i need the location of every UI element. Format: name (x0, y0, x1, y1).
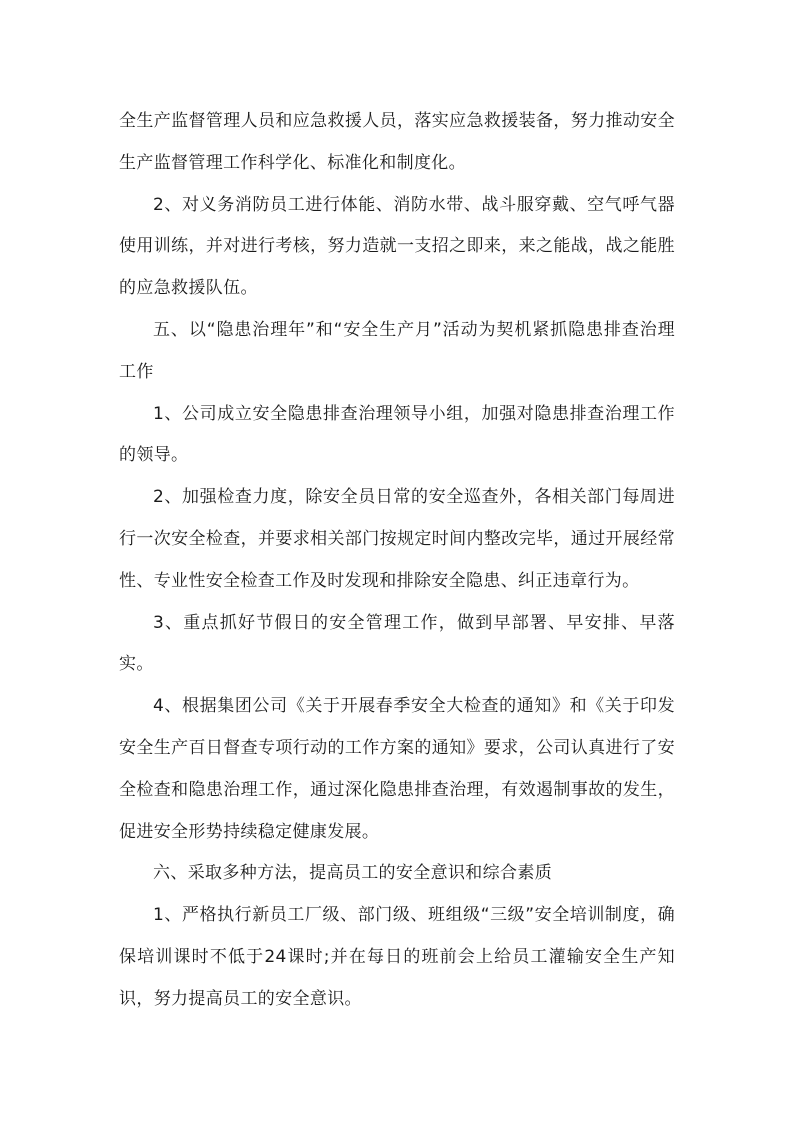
paragraph-item-2-fire-training: 2、对义务消防员工进行体能、消防水带、战斗服穿戴、空气呼气器使用训练，并对进行考核，努力造就一支招之即来，来之能战，战之能胜的应急救援队伍。 (119, 194, 675, 299)
paragraph-continuation: 全生产监督管理人员和应急救援人员，落实应急救援装备，努力推动安全生产监督管理工作科学化、标准化和制度化。 (119, 111, 675, 173)
document-body (119, 101, 675, 1021)
section-heading-5: 五、以“隐患治理年”和“安全生产月”活动为契机紧抓隐患排查治理工作 (119, 319, 675, 382)
paragraph-item-4-group-notice: 4、根据集团公司《关于开展春季安全大检查的通知》和《关于印发安全生产百日督查专项行动的工作方案的通知》要求，公司认真进行了安全检查和隐患治理工作，通过深化隐患排查治理，有效遏制事故的发生，促进安全形势持续稳定健康发展。 (119, 696, 675, 842)
paragraph-item-2-inspection: 2、加强检查力度，除安全员日常的安全巡查外，各相关部门每周进行一次安全检查，并要求相关部门按规定时间内整改完毕，通过开展经常性、专业性安全检查工作及时发现和排除安全隐患、纠正违章行为。 (119, 487, 675, 591)
paragraph-item-1-leadership-group: 1、公司成立安全隐患排查治理领导小组，加强对隐患排查治理工作的领导。 (119, 403, 675, 466)
section-heading-6: 六、采取多种方法，提高员工的安全意识和综合素质 (153, 863, 553, 884)
paragraph-item-3-holidays: 3、重点抓好节假日的安全管理工作，做到早部署、早安排、早落实。 (119, 612, 675, 675)
paragraph-item-1-training: 1、严格执行新员工厂级、部门级、班组级“三级”安全培训制度，确保培训课时不低于24课时;并在每日的班前会上给员工灌输安全生产知识，努力提高员工的安全意识。 (119, 905, 675, 1009)
